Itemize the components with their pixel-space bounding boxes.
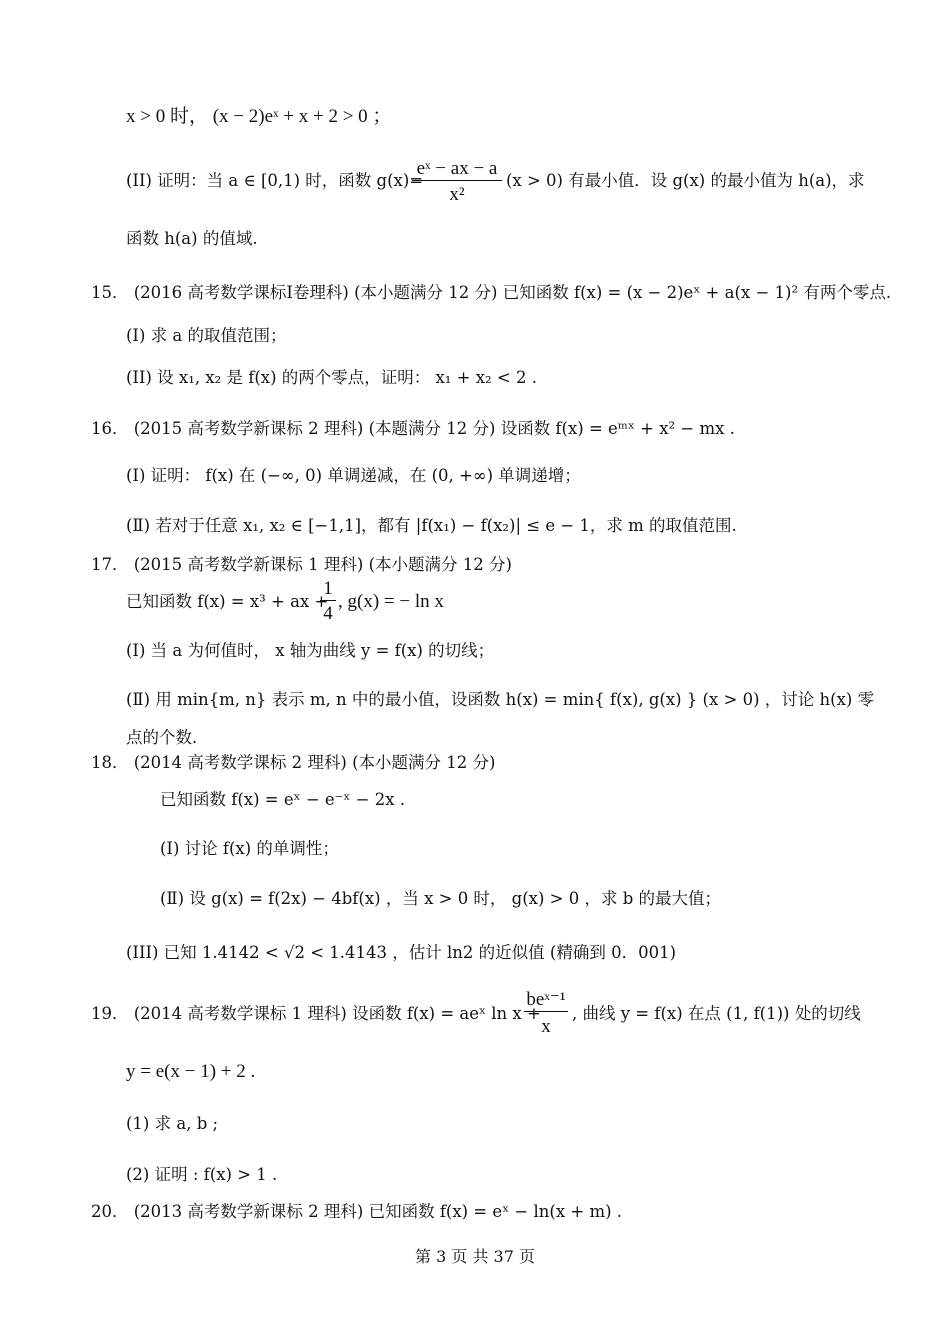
fraction-denominator: x xyxy=(541,1016,551,1037)
page-footer: 第 3 页 共 37 页 xyxy=(415,1247,535,1266)
text-line: (II) 设 x₁, x₂ 是 f(x) 的两个零点，证明： x₁ + x₂ < 2 . xyxy=(126,368,537,387)
fraction-denominator: 4 xyxy=(323,603,333,624)
text-line: (Ⅰ) 当 a 为何值时， x 轴为曲线 y = f(x) 的切线； xyxy=(126,641,495,660)
problem-19-heading: 19． (2014 高考数学课标 1 理科) 设函数 f(x) = aeˣ ln x + xyxy=(91,1004,541,1023)
text-line: 已知函数 f(x) = x³ + ax + xyxy=(126,592,329,611)
text-line: (x > 0) 有最小值．设 g(x) 的最小值为 h(a)，求 xyxy=(506,171,865,190)
text-line: 点的个数. xyxy=(126,728,198,747)
problem-20-heading: 20． (2013 高考数学新课标 2 理科) 已知函数 f(x) = eˣ − ln(x + m) . xyxy=(91,1202,623,1221)
text-line: y = e(x − 1) + 2 . xyxy=(126,1061,256,1082)
fraction-numerator: eˣ − ax − a xyxy=(412,158,502,181)
problem-17-heading: 17． (2015 高考数学新课标 1 理科) (本小题满分 12 分) xyxy=(91,555,512,574)
fraction-numerator: 1 xyxy=(320,578,336,601)
text-line: , 曲线 y = f(x) 在点 (1, f(1)) 处的切线 xyxy=(572,1004,861,1023)
problem-18-heading: 18． (2014 高考数学课标 2 理科) (本小题满分 12 分) xyxy=(91,753,496,772)
text-line: (1) 求 a, b ; xyxy=(126,1114,219,1133)
text-line: x > 0 时， (x − 2)eˣ + x + 2 > 0 ； xyxy=(126,106,392,127)
text-line: (2) 证明 : f(x) > 1 . xyxy=(126,1165,278,1184)
text-line: (II) 证明：当 a ∈ [0,1) 时，函数 g(x)= xyxy=(126,171,424,190)
text-line: (Ⅰ) 讨论 f(x) 的单调性； xyxy=(160,839,339,858)
text-line: 已知函数 f(x) = eˣ − e⁻ˣ − 2x . xyxy=(160,790,405,809)
text-line: (Ⅰ) 证明： f(x) 在 (−∞, 0) 单调递减，在 (0, +∞) 单调递增； xyxy=(126,466,581,485)
problem-15-heading: 15． (2016 高考数学课标Ⅰ卷理科) (本小题满分 12 分) 已知函数 f(x) = (x − 2)eˣ + a(x − 1)² 有两个零点. xyxy=(91,283,892,302)
text-line: (Ⅱ) 设 g(x) = f(2x) − 4bf(x) ，当 x > 0 时， g(x) > 0 ，求 b 的最大值； xyxy=(160,889,722,908)
text-line: (Ⅱ) 若对于任意 x₁, x₂ ∈ [−1,1]，都有 |f(x₁) − f(x₂)| ≤ e − 1，求 m 的取值范围. xyxy=(126,516,737,535)
fraction-numerator: beˣ⁻¹ xyxy=(524,989,568,1012)
text-line: 函数 h(a) 的值域. xyxy=(126,229,258,248)
text-line: , g(x) = − ln x xyxy=(338,591,444,612)
text-line: (I) 求 a 的取值范围； xyxy=(126,326,287,345)
text-line: (Ⅱ) 用 min{m, n} 表示 m, n 中的最小值，设函数 h(x) = min{ f(x), g(x) } (x > 0) ，讨论 h(x) 零 xyxy=(126,690,875,709)
text-line: (III) 已知 1.4142 < √2 < 1.4143 ，估计 ln2 的近似值 (精确到 0．001) xyxy=(126,943,677,962)
problem-16-heading: 16． (2015 高考数学新课标 2 理科) (本题满分 12 分) 设函数 f(x) = eᵐˣ + x² − mx . xyxy=(91,419,735,438)
fraction-denominator: x² xyxy=(449,184,465,205)
